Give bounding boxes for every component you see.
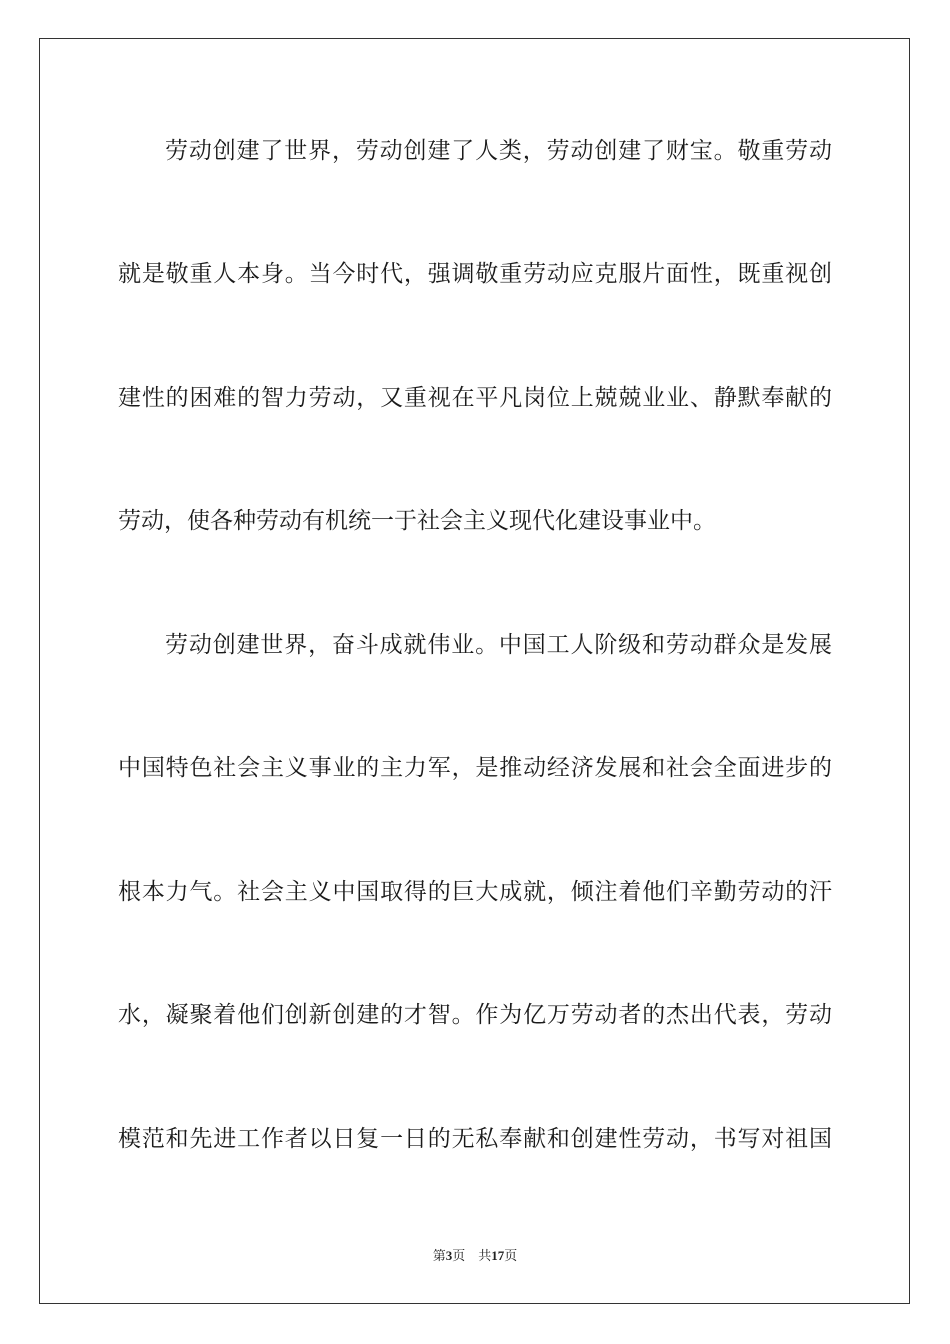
- text-line: 劳动创建世界，奋斗成就伟业。中国工人阶级和劳动群众是发展: [165, 632, 832, 658]
- text-line: 水，凝聚着他们创新创建的才智。作为亿万劳动者的杰出代表，劳动: [118, 1002, 832, 1028]
- text-line: 劳动，使各种劳动有机统一于社会主义现代化建设事业中。: [118, 508, 716, 534]
- page-suffix: 页: [452, 1248, 466, 1263]
- page-number: 3: [445, 1248, 453, 1263]
- text-line: 模范和先进工作者以日复一日的无私奉献和创建性劳动，书写对祖国: [118, 1126, 832, 1152]
- page-border: [39, 38, 910, 1304]
- text-line: 就是敬重人本身。当今时代，强调敬重劳动应克服片面性，既重视创: [118, 261, 832, 287]
- text-line: 劳动创建了世界，劳动创建了人类，劳动创建了财宝。敬重劳动: [165, 138, 832, 164]
- total-prefix: 共: [478, 1248, 492, 1263]
- total-pages: 17: [491, 1248, 505, 1263]
- text-line: 建性的困难的智力劳动，又重视在平凡岗位上兢兢业业、静默奉献的: [118, 385, 832, 411]
- text-line: 中国特色社会主义事业的主力军，是推动经济发展和社会全面进步的: [118, 755, 832, 781]
- total-suffix: 页: [504, 1248, 518, 1263]
- text-line: 根本力气。社会主义中国取得的巨大成就，倾注着他们辛勤劳动的汗: [118, 879, 832, 905]
- page-footer: [0, 1247, 950, 1265]
- page-prefix: 第: [432, 1248, 446, 1263]
